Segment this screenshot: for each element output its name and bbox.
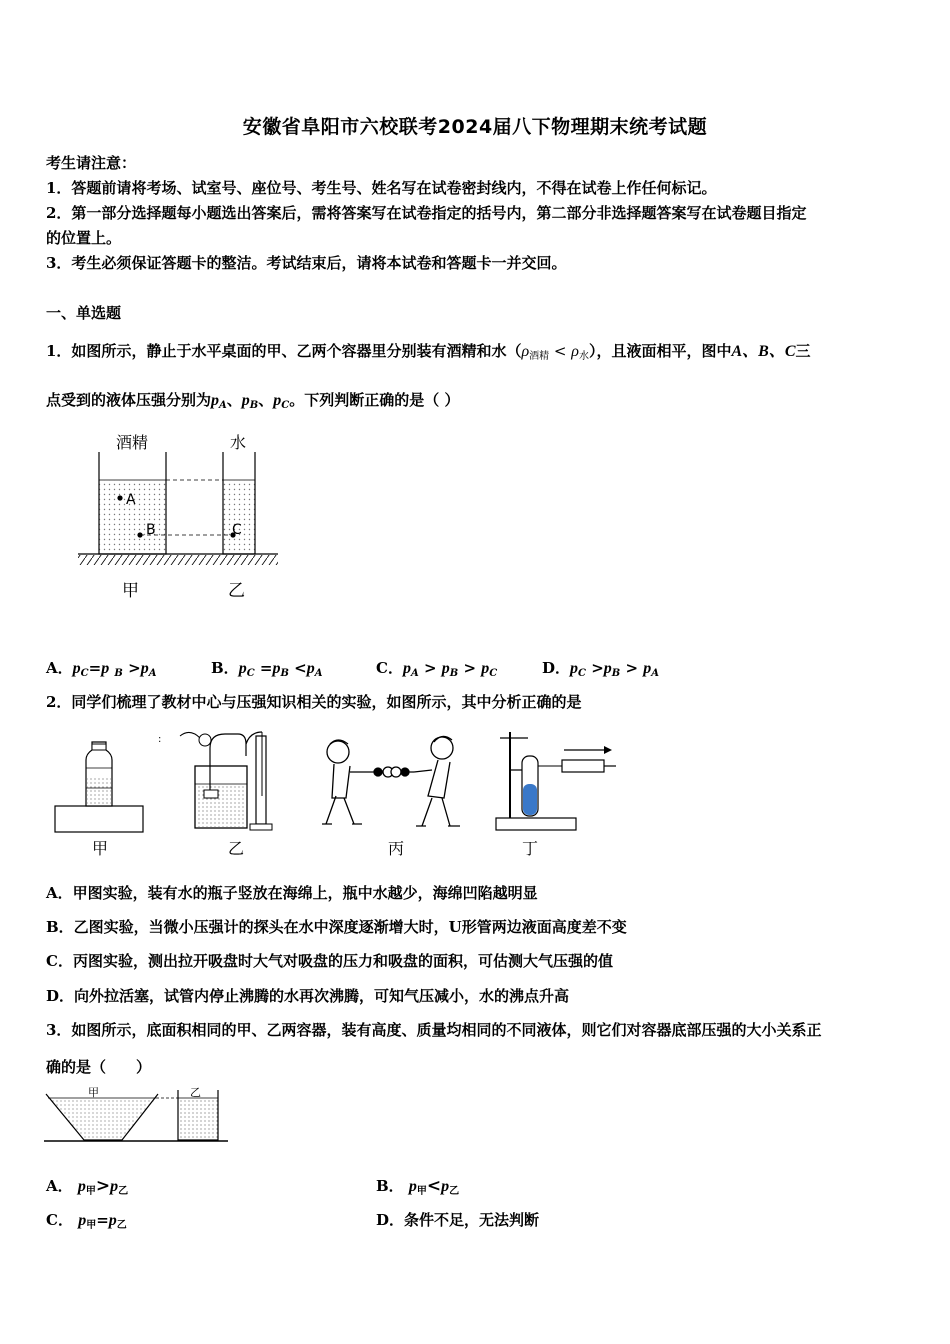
- fig-test-tube-syringe: [496, 732, 616, 830]
- p-symbol: p: [481, 660, 490, 677]
- sub: C: [489, 668, 498, 679]
- less-than: <: [553, 342, 567, 360]
- q1-stem-part-a: 1．如图所示，静止于水平桌面的甲、乙两个容器里分别装有酒精和水（: [46, 342, 522, 360]
- p-symbol: p: [603, 660, 612, 677]
- p-symbol: p: [101, 660, 110, 677]
- q2-option-d[interactable]: D．向外拉活塞，试管内停止沸腾的水再次沸腾，可知气压减小，水的沸点升高: [46, 987, 570, 1005]
- op: >: [423, 659, 437, 677]
- notice-item-1: 1．答题前请将考场、试室号、座位号、考生号、姓名写在试卷密封线内，不得在试卷上作任何标记。: [46, 179, 717, 197]
- sep: 、: [258, 391, 274, 409]
- option-label: B．: [211, 659, 239, 677]
- sub: B: [449, 668, 459, 679]
- label-water: 水: [230, 433, 247, 452]
- q2-label-jia: 甲: [92, 839, 109, 858]
- q3-figure: [44, 1084, 230, 1150]
- q1-stem-line1: [46, 338, 811, 362]
- q1-points: A、B、C: [731, 343, 796, 360]
- q1-figure: [78, 428, 278, 608]
- svg-text::: :: [158, 734, 162, 745]
- option-text: 条件不足，无法判断: [404, 1211, 540, 1229]
- op: >: [128, 659, 141, 677]
- sub-yi: 乙: [449, 1186, 460, 1197]
- sub-c: C: [281, 400, 290, 411]
- fig-bottle-on-sponge: [55, 742, 143, 832]
- q1-stem-part-c: 三: [795, 342, 811, 360]
- op: <: [426, 1176, 442, 1196]
- sub-jia: 甲: [86, 1220, 97, 1231]
- sub-yi: 乙: [118, 1186, 129, 1197]
- label-alcohol: 酒精: [116, 433, 149, 452]
- op: >: [95, 1176, 111, 1196]
- q1-stem-line2: [46, 389, 459, 411]
- rho-sub-water: 水: [578, 351, 589, 362]
- label-point-a: A: [126, 492, 136, 508]
- p-symbol: p: [441, 1178, 450, 1195]
- sub: C: [80, 668, 89, 679]
- label-jia: 甲: [122, 581, 139, 601]
- rho-symbol: ρ: [521, 343, 530, 360]
- option-label: A．: [46, 659, 73, 677]
- op: >: [591, 659, 604, 677]
- op: >: [463, 659, 477, 677]
- p-symbol: p: [72, 660, 81, 677]
- q2-option-c[interactable]: C．丙图实验，测出拉开吸盘时大气对吸盘的压力和吸盘的面积，可估测大气压强的值: [46, 952, 613, 970]
- q2-option-b[interactable]: B．乙图实验，当微小压强计的探头在水中深度逐渐增大时，U形管两边液面高度差不变: [46, 918, 627, 936]
- sub: C: [578, 668, 586, 679]
- q3-option-d[interactable]: [376, 1209, 539, 1230]
- p-symbol: p: [241, 392, 250, 409]
- q2-stem: 2．同学们梳理了教材中心与压强知识相关的实验，如图所示，其中分析正确的是: [46, 693, 582, 711]
- sub-yi: 乙: [116, 1220, 127, 1231]
- section-heading: 一、单选题: [46, 304, 122, 322]
- q1-stem-part-d: 点受到的液体压强分别为: [46, 391, 212, 409]
- sub: A: [148, 668, 157, 679]
- sep: 、: [226, 391, 242, 409]
- q2-label-bing: 丙: [388, 839, 405, 858]
- label-point-b: B: [146, 522, 156, 538]
- notice-heading: 考生请注意：: [46, 154, 137, 172]
- sub: A: [651, 668, 660, 679]
- rho-symbol-2: ρ: [571, 343, 579, 360]
- q1-option-c[interactable]: [376, 657, 497, 679]
- notice-item-2: 2．第一部分选择题每小题选出答案后，需将答案写在试卷指定的括号内，第二部分非选择题答案写在试卷题目指定: [46, 204, 807, 222]
- q3-stem-line1: 3．如图所示，底面积相同的甲、乙两容器，装有高度、质量均相同的不同液体，则它们对容器底部压强的大小关系正: [46, 1021, 822, 1039]
- q3-stem-line2: 确的是（ ）: [46, 1058, 152, 1076]
- page-title: 安徽省阜阳市六校联考2024届八下物理期末统考试题: [242, 116, 708, 138]
- q1-stem-part-b: ），且液面相平，图中: [588, 342, 732, 360]
- label-yi: 乙: [228, 581, 245, 601]
- option-label: D．: [376, 1211, 405, 1229]
- op: =: [88, 659, 102, 677]
- p-symbol: p: [108, 1212, 117, 1229]
- p-symbol: p: [110, 1178, 119, 1195]
- q2-label-yi: 乙: [228, 839, 245, 858]
- sub: C: [246, 668, 255, 679]
- sub: A: [410, 668, 419, 679]
- sub-jia: 甲: [85, 1186, 96, 1197]
- p-symbol: p: [306, 660, 315, 677]
- notice-item-2-cont: 的位置上。: [46, 229, 122, 247]
- op: <: [294, 659, 307, 677]
- q3-option-a[interactable]: [46, 1175, 128, 1197]
- option-label: B．: [376, 1177, 404, 1195]
- fig-suction-cup-pull: [322, 736, 460, 826]
- op: =: [96, 1211, 109, 1229]
- q3-option-c[interactable]: [46, 1209, 127, 1231]
- q3-label-yi: 乙: [190, 1086, 201, 1099]
- op: =: [259, 659, 273, 677]
- option-label: A．: [46, 1177, 73, 1195]
- sub: A: [314, 668, 323, 679]
- label-point-c: C: [232, 522, 242, 538]
- p-symbol: p: [408, 1178, 417, 1195]
- q1-stem-part-e: 。下列判断正确的是（ ）: [289, 391, 460, 409]
- p-symbol: p: [272, 660, 281, 677]
- p-symbol: p: [77, 1178, 86, 1195]
- q3-option-b[interactable]: [376, 1175, 459, 1197]
- q1-option-a[interactable]: [46, 657, 156, 679]
- fig-pressure-gauge: [158, 732, 272, 830]
- op: >: [625, 659, 639, 677]
- q1-option-d[interactable]: [542, 657, 659, 679]
- sub-b: B: [249, 400, 259, 411]
- p-symbol: p: [570, 660, 579, 677]
- option-label: C．: [376, 659, 403, 677]
- p-symbol: p: [643, 660, 652, 677]
- p-symbol: p: [402, 660, 411, 677]
- p-symbol: p: [441, 660, 450, 677]
- q2-option-a[interactable]: A．甲图实验，装有水的瓶子竖放在海绵上，瓶中水越少，海绵凹陷越明显: [46, 884, 538, 902]
- p-symbol: p: [211, 392, 220, 409]
- sub-a: A: [219, 400, 227, 411]
- p-symbol: p: [78, 1212, 87, 1229]
- rho-sub-alcohol: 酒精: [529, 351, 550, 362]
- option-label: C．: [46, 1211, 73, 1229]
- sub-jia: 甲: [416, 1186, 427, 1197]
- sub: B: [114, 668, 123, 679]
- q3-label-jia: 甲: [88, 1086, 99, 1099]
- q2-label-ding: 丁: [522, 839, 539, 858]
- p-symbol: p: [140, 660, 149, 677]
- p-symbol: p: [273, 392, 282, 409]
- p-symbol: p: [238, 660, 247, 677]
- option-label: D．: [542, 659, 571, 677]
- q1-option-b[interactable]: [211, 657, 323, 679]
- notice-item-3: 3．考生必须保证答题卡的整洁。考试结束后，请将本试卷和答题卡一并交回。: [46, 254, 567, 272]
- sub: B: [280, 668, 289, 679]
- q2-figure: [50, 726, 620, 866]
- sub: B: [611, 668, 621, 679]
